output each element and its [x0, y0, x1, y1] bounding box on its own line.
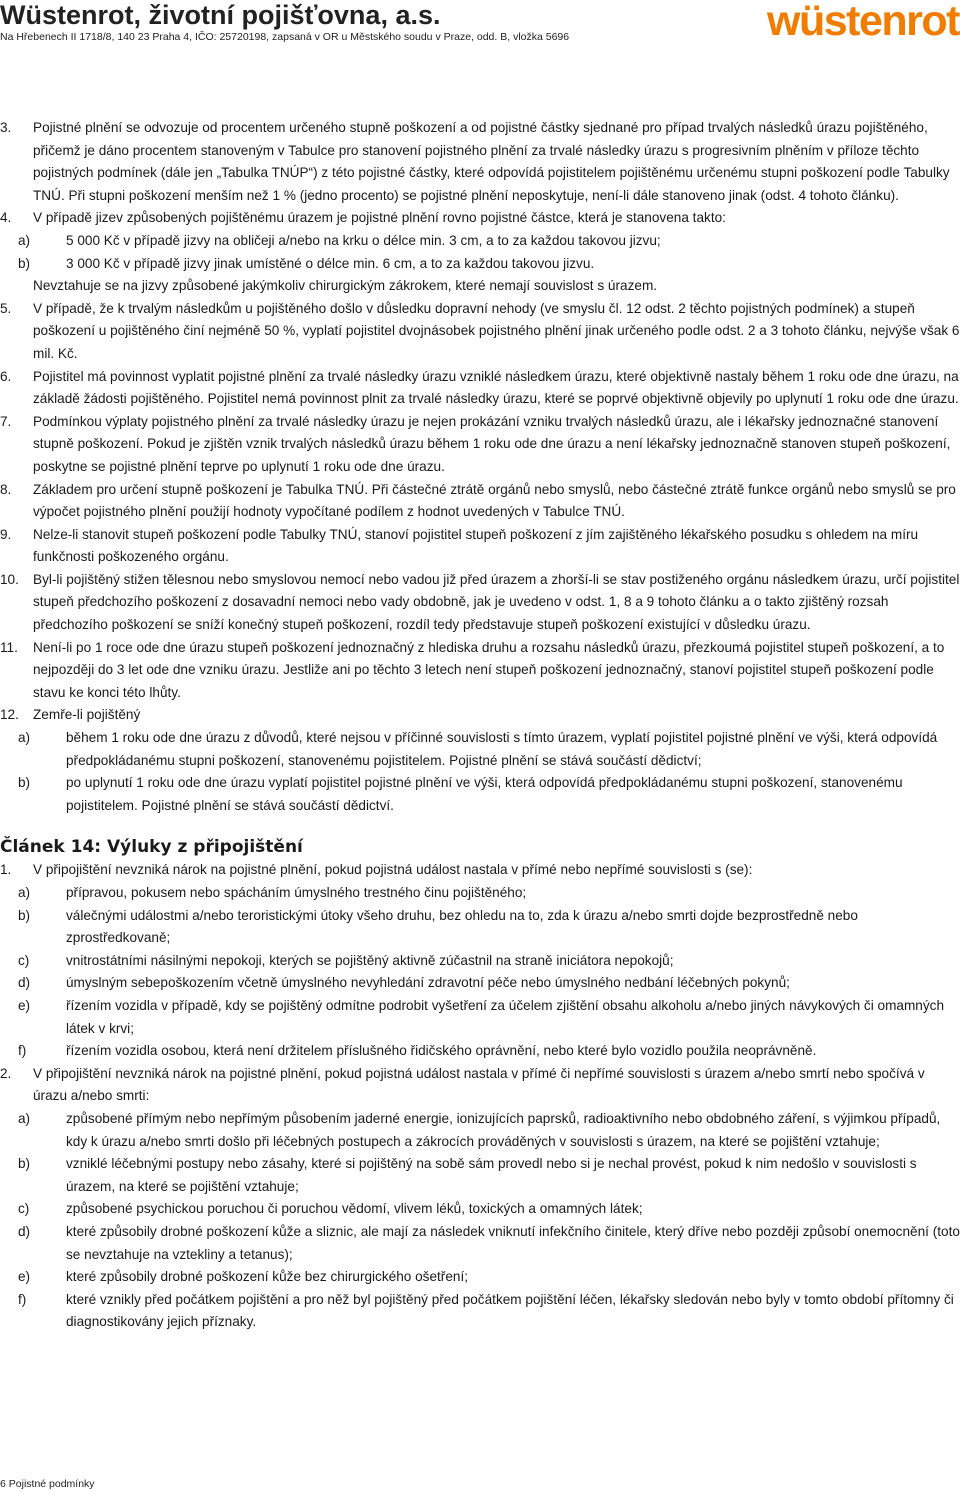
- sub-item-label: f): [18, 1043, 27, 1059]
- numbered-paragraph: [0, 859, 960, 1062]
- paragraph-text: Podmínkou výplaty pojistného plnění za trvalé následky úrazu je nejen prokázání vzniku trvalých následků úrazu, ale i lékařsky jednoznačné stanovení stupně poškození. Pokud je zjištěn vznik trvalých následků úrazu během 1 roku ode dne úrazu a není lékařsky jednoznačně stanoven stupeň poškození, poskytne se pojistné plnění teprve po uplynutí 1 roku ode dne úrazu.: [33, 413, 951, 474]
- sub-item-label: b): [18, 775, 31, 791]
- sub-item: [18, 727, 960, 772]
- paragraph-text: V připojištění nevzniká nárok na pojistné plnění, pokud pojistná událost nastala v přímé nebo nepřímé souvislosti s (se):: [33, 862, 753, 878]
- sub-item-text: po uplynutí 1 roku ode dne úrazu vyplatí pojistitel pojistné plnění ve výši, která odpovídá předpokládanému stupni poškození, stanovenému pojistitelem. Pojistné plnění se stává součástí dědictví.: [66, 775, 903, 813]
- paragraph-number: 2.: [0, 1065, 12, 1081]
- company-name: Wüstenrot, životní pojišťovna, a.s.: [0, 0, 441, 30]
- paragraph-text: Pojistné plnění se odvozuje od procentem určeného stupně poškození a od pojistné částky sjednané pro případ trvalých následků úrazu pojištěného, přičemž je dáno procentem stanoveným v Tabulce pro stanovení pojistného plnění za trvalé následky úrazu s progresivním plněním v příloze těchto pojistných podmínek (dále jen „Tabulka TNÚP“) z této pojistné částky, které odpovídá pojistitelem pojištěnému určenému stupni poškození podle Tabulky TNÚ. Při stupni poškození menším než 1 % (jedno procento) se pojistné plnění neposkytuje, není-li dále stanoveno jinak (odst. 4 tohoto článku).: [33, 120, 950, 203]
- sub-item: [18, 1266, 960, 1289]
- sub-item: [18, 972, 960, 995]
- sub-item: [18, 1221, 960, 1266]
- numbered-paragraph: [0, 411, 960, 479]
- paragraph-number: 12.: [0, 707, 19, 723]
- paragraph-note: Nevztahuje se na jizvy způsobené jakýmkoliv chirurgickým zákrokem, které nemají souvislost s úrazem.: [33, 278, 658, 294]
- paragraph-number: 10.: [0, 571, 19, 587]
- sub-item-label: a): [18, 1110, 31, 1126]
- numbered-paragraph: [0, 117, 960, 207]
- paragraph-text: Byl-li pojištěný stižen tělesnou nebo smyslovou nemocí nebo vadou již před úrazem a zhorší-li se stav postiženého orgánu následkem úrazu, určí pojistitel stupeň předchozího poškození z dosavadní nemoci nebo vady obdobně, jak je uvedeno v odst. 1, 8 a 9 tohoto článku a o takto zjištěný rozsah předchozího poškození se sníží konečný stupeň poškození, rozdíl tedy představuje stupeň poškození existující v důsledku úrazu.: [33, 571, 960, 633]
- sub-item-text: 5 000 Kč v případě jizvy na obličeji a/nebo na krku o délce min. 3 cm, a to za každou takovou jizvu;: [66, 232, 661, 248]
- numbered-paragraph: [0, 207, 960, 297]
- sub-item-label: f): [18, 1291, 27, 1307]
- sub-item-text: vnitrostátními násilnými nepokoji, kterých se pojištěný aktivně zúčastnil na straně iniciátora nepokojů;: [66, 952, 674, 968]
- sub-item-text: které způsobily drobné poškození kůže a sliznic, ale mají za následek vniknutí infekčního činitele, který dříve nebo později způsobí onemocnění (toto se nevztahuje na vztekliny a tetanus);: [66, 1223, 960, 1262]
- numbered-paragraph: [0, 479, 960, 524]
- company-address: Na Hřebenech II 1718/8, 140 23 Praha 4, IČO: 25720198, zapsaná v OR u Městského soudu v Praze, odd. B, vložka 5696: [0, 31, 570, 43]
- paragraph-text: Základem pro určení stupně poškození je Tabulka TNÚ. Při částečné ztrátě orgánů nebo smyslů, nebo částečné ztrátě funkce orgánů nebo smyslů se pro výpočet pojistného plnění použijí hodnoty vypočítané podílem z hodnot uvedených v Tabulce TNÚ.: [33, 481, 956, 520]
- section-vyluky: [0, 859, 960, 1333]
- numbered-paragraph: [0, 298, 960, 366]
- sub-item-label: a): [18, 232, 31, 248]
- document-body: [0, 117, 960, 1334]
- paragraph-number: 11.: [0, 639, 18, 655]
- sub-item-label: c): [18, 1201, 30, 1217]
- paragraph-text: Nelze-li stanovit stupeň poškození podle Tabulky TNÚ, stanoví pojistitel stupeň poškození z jím zajištěného lékařského posudku s ohledem na míru funkčnosti poškozeného orgánu.: [33, 526, 919, 565]
- sub-item-text: přípravou, pokusem nebo spácháním úmyslného trestného činu pojištěného;: [66, 885, 527, 900]
- sub-item-label: b): [18, 255, 31, 271]
- paragraph-number: 5.: [0, 300, 12, 316]
- sub-item: [18, 1289, 960, 1334]
- article-14-heading: Článek 14: Výluky z připojištění: [0, 837, 303, 858]
- sub-item-text: řízením vozidla osobou, která není držitelem příslušného řidičského oprávnění, nebo které bylo vozidlo použila neoprávněně.: [66, 1043, 817, 1059]
- sub-item-label: b): [18, 1156, 31, 1172]
- sub-item-label: e): [18, 997, 31, 1013]
- sub-item-text: řízením vozidla v případě, kdy se pojištěný odmítne podrobit vyšetření za účelem zjištění obsahu alkoholu a/nebo jiných návykových či omamných látek v krvi;: [66, 997, 945, 1036]
- sub-item-text: válečnými událostmi a/nebo teroristickými útoky všeho druhu, bez ohledu na to, zda k úrazu a/nebo smrti dojde bezprostředně nebo zprostředkovaně;: [66, 907, 858, 946]
- sub-item: [18, 1040, 960, 1063]
- sub-item-label: e): [18, 1269, 31, 1285]
- paragraph-number: 6.: [0, 368, 12, 384]
- sub-item-label: d): [18, 1223, 31, 1239]
- sub-item: [18, 905, 960, 950]
- paragraph-number: 8.: [0, 481, 12, 497]
- footer-label: Pojistné podmínky: [8, 1478, 95, 1490]
- sub-item-label: b): [18, 907, 31, 923]
- document-header: [0, 0, 960, 50]
- sub-item-text: během 1 roku ode dne úrazu z důvodů, které nejsou v příčinné souvislosti s tímto úrazem, vyplatí pojistitel pojistné plnění ve výši, která odpovídá předpokládanému stupni poškození, stanovenému pojistitelem. Pojistné plnění se stává součástí dědictví;: [66, 730, 938, 768]
- numbered-paragraph: [0, 637, 960, 705]
- wustenrot-logo: wüstenrot: [767, 0, 959, 45]
- page-number: 6: [0, 1478, 6, 1490]
- paragraph-number: 9.: [0, 526, 12, 542]
- section-trvale-nasledky: [0, 117, 960, 817]
- sub-item-label: a): [18, 885, 31, 900]
- sub-item-text: způsobené přímým nebo nepřímým působením jaderné energie, ionizujících paprsků, radioaktivního nebo obdobného záření, s výjimkou případů, kdy k úrazu a/nebo smrti došlo při léčebných postupech a zákrocích prováděných v souvislosti s úrazem, na které se pojištění vztahuje;: [66, 1110, 941, 1149]
- sub-item: [18, 882, 960, 905]
- paragraph-text: Není-li po 1 roce ode dne úrazu stupeň poškození jednoznačný z hlediska druhu a rozsahu následků úrazu, přezkoumá pojistitel stupeň poškození, a to nejpozději do 3 let ode dne vzniku úrazu. Jestliže ani po těchto 3 letech není stupeň poškození jednoznačný, stanoví pojistitel stupeň poškození podle stavu ke konci této lhůty.: [33, 639, 945, 700]
- sub-item: [18, 950, 960, 973]
- numbered-paragraph: [0, 1063, 960, 1334]
- paragraph-text: Zemře-li pojištěný: [33, 707, 141, 723]
- paragraph-text: V případě jizev způsobených pojištěnému úrazem je pojistné plnění rovno pojistné částce, která je stanovena takto:: [33, 210, 726, 226]
- paragraph-text: Pojistitel má povinnost vyplatit pojistné plnění za trvalé následky úrazu vzniklé následkem úrazu, které objektivně nastaly během 1 roku ode dne úrazu, na základě žádosti pojištěného. Pojistitel nemá povinnost plnit za trvalé následky úrazu, které se poprvé objektivně objevily po uplynutí 1 roku ode dne úrazu.: [33, 368, 959, 407]
- sub-item-text: které způsobily drobné poškození kůže bez chirurgického ošetření;: [66, 1269, 468, 1285]
- sub-item-label: c): [18, 952, 30, 968]
- sub-item-text: které vznikly před počátkem pojištění a pro něž byl pojištěný před počátkem pojištění léčen, lékařsky sledován nebo byly v tomto období přítomny či diagnostikovány jejich příznaky.: [66, 1291, 954, 1330]
- sub-item: [18, 230, 960, 253]
- sub-item: [18, 772, 960, 817]
- sub-item-label: d): [18, 975, 31, 991]
- sub-item-text: 3 000 Kč v případě jizvy jinak umístěné o délce min. 6 cm, a to za každou takovou jizvu.: [66, 255, 595, 271]
- paragraph-number: 3.: [0, 120, 12, 135]
- numbered-paragraph: [0, 569, 960, 637]
- numbered-paragraph: [0, 366, 960, 411]
- paragraph-number: 7.: [0, 413, 12, 429]
- sub-item: [18, 253, 960, 276]
- paragraph-text: V případě, že k trvalým následkům u pojištěného došlo v důsledku dopravní nehody (ve smyslu čl. 12 odst. 2 těchto pojistných podmínek) a stupeň poškození u pojištěného činí nejméně 50 %, vyplatí pojistitel dvojnásobek pojistného plnění jinak určeného podle odst. 2 a 3 tohoto článku, nejvýše však 6 mil. Kč.: [33, 300, 960, 361]
- sub-item-label: a): [18, 730, 31, 746]
- sub-item: [18, 995, 960, 1040]
- page-footer: [0, 1478, 95, 1491]
- sub-item: [18, 1153, 960, 1198]
- sub-item: [18, 1198, 960, 1221]
- paragraph-number: 1.: [0, 862, 12, 878]
- sub-item: [18, 1108, 960, 1153]
- paragraph-number: 4.: [0, 210, 12, 226]
- sub-item-text: vzniklé léčebnými postupy nebo zásahy, které si pojištěný na sobě sám provedl nebo si je nechal provést, pokud k nim nedošlo v souvislosti s úrazem, na které se pojištění vztahuje;: [66, 1156, 917, 1194]
- numbered-paragraph: [0, 524, 960, 569]
- sub-item-text: způsobené psychickou poruchou či poruchou vědomí, vlivem léků, toxických a omamných látek;: [66, 1201, 643, 1217]
- numbered-paragraph: [0, 704, 960, 817]
- sub-item-text: úmyslným sebepoškozením včetně úmyslného nevyhledání zdravotní péče nebo úmyslného nedbání léčebných pokynů;: [66, 975, 790, 991]
- paragraph-text: V připojištění nevzniká nárok na pojistné plnění, pokud pojistná událost nastala v přímé či nepřímé souvislosti s úrazem a/nebo smrtí nebo spočívá v úrazu a/nebo smrti:: [33, 1065, 925, 1104]
